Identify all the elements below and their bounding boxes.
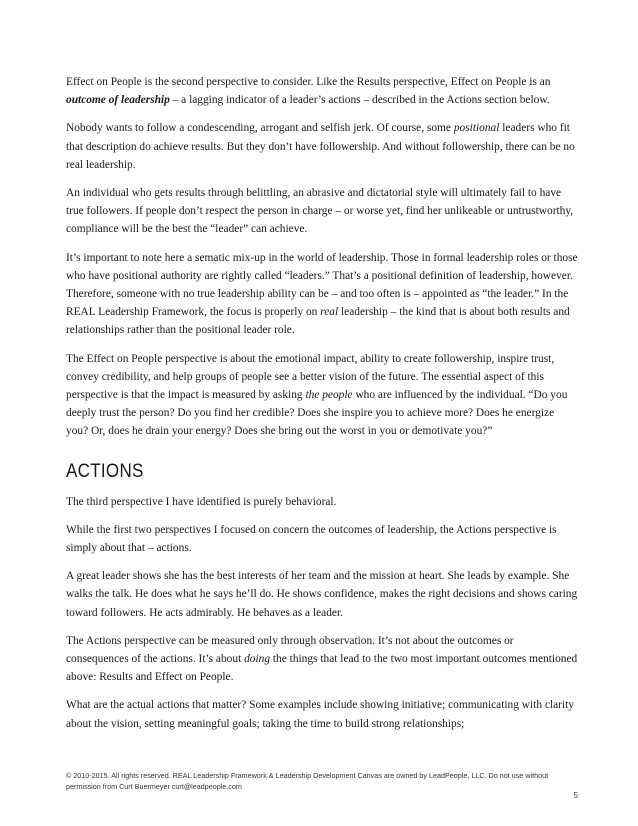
paragraph-emotional-impact (66, 350, 578, 441)
page-body (66, 73, 578, 743)
text: The Actions perspective can be measured only through observation. It’s not about the outcomes or consequences of the actions. It’s about (66, 634, 514, 666)
text: Nobody wants to follow a condescending, arrogant and selfish jerk. Of course, some (66, 122, 454, 135)
text: who are influenced by the individual. “Do you deeply trust the person? Do you find her credible? Does she inspire you to achieve more? Does he energize you? Or, does he drain your energy? Does she bring out the worst in you or demotivate you?” (66, 389, 568, 438)
page-number: 5 (573, 791, 578, 800)
footer-copyright: © 2010-2015. All rights reserved. REAL Leadership Framework & Leadership Development Canvas are owned by LeadPeople, LLC. Do not use without permission from Curt Buermeyer curt@leadpeople.com (66, 771, 549, 791)
paragraph-observation (66, 632, 578, 687)
text: It’s important to note here a sematic mix-up in the world of leadership. Those in formal leadership roles or those who have positional authority are rightly called “leaders.” That’s a positional definition of leadership, however. Therefore, someone with no true leadership ability can be – and too often is – appointed as “the leader.” In the REAL Leadership Framework, the focus is properly on (66, 251, 578, 319)
text: Effect on People is the second perspective to consider. Like the Results perspective, Effect on People is an (66, 76, 551, 88)
emphasis-text: the people (305, 389, 353, 402)
text: leadership – the kind that is about both results and relationships rather than the positional leader role. (66, 306, 570, 337)
section-heading-actions: ACTIONS (66, 459, 144, 482)
paragraph-great-leader: A great leader shows she has the best interests of her team and the mission at heart. She leads by example. She walks the talk. He does what he says he’ll do. He shows confidence, makes the right decisions and shows caring toward followers. He acts admirably. He behaves as a leader. (66, 570, 578, 619)
paragraph-actual-actions: What are the actual actions that matter? Some examples include showing initiative; communicating with clarity about the vision, setting meaningful goals; taking the time to build strong relationships; (66, 699, 574, 730)
text: – a lagging indicator of a leader’s actions – described in the Actions section below. (169, 94, 550, 107)
paragraph-first-two-perspectives: While the first two perspectives I focused on concern the outcomes of leadership, the Actions perspective is simply about that – actions. (66, 523, 557, 555)
emphasis-text: positional (453, 122, 500, 135)
paragraph-nobody-follows (66, 119, 578, 174)
paragraph-belittling: An individual who gets results through belittling, an abrasive and dictatorial style will ultimately fail to have true followers. If people don’t respect the person in charge – or worse yet, find her unlikeable or untrustworthy, compliance will be the best the “leader” can achieve. (66, 187, 574, 236)
paragraph-semantic-mixup (66, 249, 578, 340)
text: leaders who fit that description do achieve results. But they don’t have followership. And without followership, there can be no real leadership. (66, 122, 575, 171)
text: The Effect on People perspective is about the emotional impact, ability to create followership, inspire trust, convey credibility, and help groups of people see a better vision of the future. The essential aspect of this perspective is that the impact is measured by asking (66, 352, 555, 402)
paragraph-effect-on-people-intro (66, 73, 578, 109)
emphasis-text: real (320, 306, 339, 319)
text: the things that lead to the two most important outcomes mentioned above: Results and Effect on People. (66, 653, 578, 684)
emphasis-text: doing (244, 653, 271, 666)
paragraph-behavioral: The third perspective I have identified is purely behavioral. (66, 495, 337, 508)
emphasis-text: outcome of leadership (66, 94, 170, 107)
